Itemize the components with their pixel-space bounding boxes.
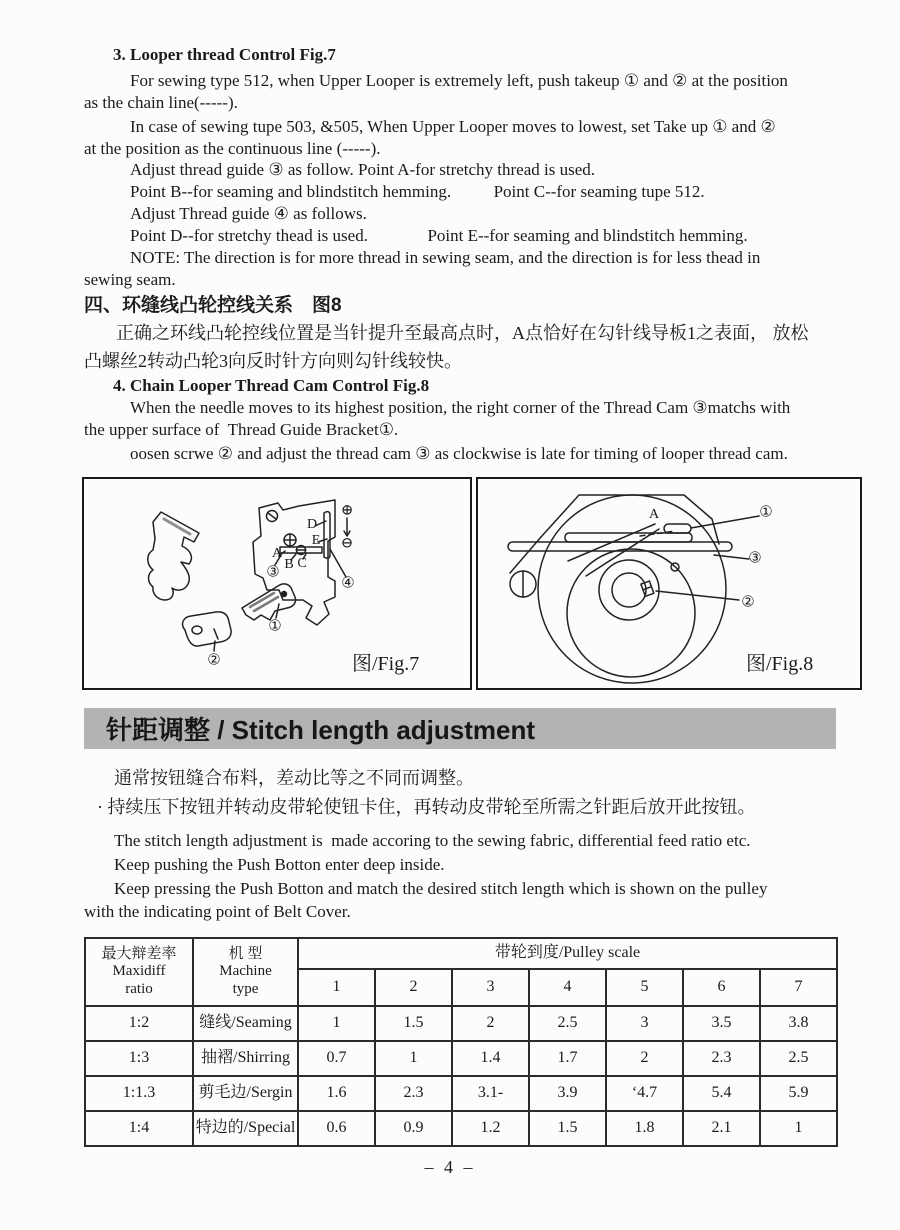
section3-line: NOTE: The direction is for more thread in sewing seam, and the direction is for less thead in — [130, 248, 761, 267]
table-row: 1:1.3 剪毛边/Sergin 1.6 2.3 3.1- 3.9 ‘4.7 5.4 5.9 — [85, 1076, 837, 1111]
fig7-label-c: C — [297, 556, 307, 571]
type-cell: 缝线/Seaming — [193, 1006, 298, 1041]
stitch-cn-line: · 持续压下按钮并转动皮带轮使钮卡住，再转动皮带轮至所需之针距后放开此按钮。 — [97, 797, 756, 817]
table-row: 1:4 特边的/Special 0.6 0.9 1.2 1.5 1.8 2.1 1 — [85, 1111, 837, 1146]
section3-line: sewing seam. — [84, 270, 176, 289]
section3-heading: 3. Looper thread Control Fig.7 — [113, 45, 336, 64]
ratio-cell: 1:3 — [85, 1041, 193, 1076]
scale-col: 5 — [606, 969, 683, 1006]
fig7-label-d: D — [306, 517, 318, 532]
table-row: 1:3 抽褶/Shirring 0.7 1 1.4 1.7 2 2.3 2.5 — [85, 1041, 837, 1076]
section3-line: Adjust thread guide ③ as follow. Point A-for stretchy thread is used. — [130, 160, 596, 179]
section3-line: In case of sewing tupe 503, &505, When Upper Looper moves to lowest, set Take up ① and ② — [130, 117, 776, 136]
scale-col: 4 — [529, 969, 606, 1006]
fig7-label-1: ① — [268, 618, 282, 635]
ratio-cell: 1:4 — [85, 1111, 193, 1146]
stitch-cn-line: 通常按钮缝合布料，差动比等之不同而调整。 — [114, 768, 474, 788]
ratio-cell: 1:2 — [85, 1006, 193, 1041]
pulley-scale-header: 带轮到度/Pulley scale — [298, 938, 837, 969]
fig8-label-a: A — [648, 507, 660, 522]
section3-line: at the position as the continuous line (-----). — [84, 139, 381, 158]
scale-col: 6 — [683, 969, 760, 1006]
section4-line: When the needle moves to its highest position, the right corner of the Thread Cam ③matchs with — [130, 398, 791, 417]
section-cn-line: 凸螺丝2转动凸轮3向反时针方向则勾针线较快。 — [84, 351, 462, 371]
section3-line: as the chain line(-----). — [84, 93, 238, 112]
figure-7 — [82, 477, 472, 690]
fig8-label-1: ① — [759, 504, 773, 521]
pulley-scale-table — [84, 937, 838, 1147]
section4-heading: 4. Chain Looper Thread Cam Control Fig.8 — [113, 376, 430, 395]
section3-line: Point B--for seaming and blindstitch hemming. Point C--for seaming tupe 512. — [130, 182, 705, 201]
ratio-cell: 1:1.3 — [85, 1076, 193, 1111]
scale-col: 2 — [375, 969, 452, 1006]
section3-line: Point D--for stretchy thead is used. Point E--for seaming and blindstitch hemming. — [130, 226, 748, 245]
section4-line: the upper surface of Thread Guide Bracket①. — [84, 420, 399, 439]
fig7-label-4: ④ — [341, 575, 355, 592]
stitch-en-line: Keep pressing the Push Botton and match the desired stitch length which is shown on the pulley — [114, 879, 768, 898]
stitch-section-header-bar — [84, 708, 836, 749]
fig7-label-b: B — [284, 557, 294, 572]
page-number: – 4 – — [424, 1157, 476, 1177]
stitch-en-line: The stitch length adjustment is made accoring to the sewing fabric, differential feed ratio etc. — [114, 831, 751, 850]
type-cell: 剪毛边/Sergin — [193, 1076, 298, 1111]
type-cell: 抽褶/Shirring — [193, 1041, 298, 1076]
fig7-label-3: ③ — [266, 564, 280, 581]
scale-col: 3 — [452, 969, 529, 1006]
section3-line: Adjust Thread guide ④ as follows. — [130, 204, 367, 223]
section3-line: For sewing type 512, when Upper Looper is extremely left, push takeup ① and ② at the position — [130, 71, 788, 90]
table-row: 1:2 缝线/Seaming 1 1.5 2 2.5 3 3.5 3.8 — [85, 1006, 837, 1041]
scale-col: 1 — [298, 969, 375, 1006]
scale-col: 7 — [760, 969, 837, 1006]
fig8-label-2: ② — [741, 594, 755, 611]
figure-8 — [476, 477, 862, 690]
fig7-label-e: E — [311, 533, 321, 548]
fig7-plus-screw-icon: ⊕ — [340, 502, 354, 519]
type-cell: 特边的/Special — [193, 1111, 298, 1146]
section-cn-heading: 四、环缝线凸轮控线关系 图8 — [84, 295, 342, 316]
fig7-label-a: A — [271, 546, 283, 561]
fig8-label-3: ③ — [748, 550, 762, 567]
stitch-en-line: with the indicating point of Belt Cover. — [84, 902, 351, 921]
fig8-caption: 图/Fig.8 — [746, 653, 814, 675]
section4-line: oosen scrwe ② and adjust the thread cam ③ as clockwise is late for timing of looper thread cam. — [130, 444, 788, 463]
machine-type-header: 机 型 Machine type — [193, 938, 298, 1006]
fig7-label-2: ② — [207, 652, 221, 669]
maxdiff-ratio-header: 最大辩差率 Maxidiff ratio — [85, 938, 193, 1006]
stitch-en-line: Keep pushing the Push Botton enter deep inside. — [114, 855, 445, 874]
fig7-minus-screw-icon: ⊖ — [340, 535, 354, 552]
fig7-caption: 图/Fig.7 — [352, 653, 420, 675]
stitch-section-title: 针距调整 / Stitch length adjustment — [106, 715, 536, 745]
section-cn-line: 正确之环线凸轮控线位置是当针提升至最高点时，A点恰好在勾针线导板1之表面， 放松 — [116, 323, 809, 343]
